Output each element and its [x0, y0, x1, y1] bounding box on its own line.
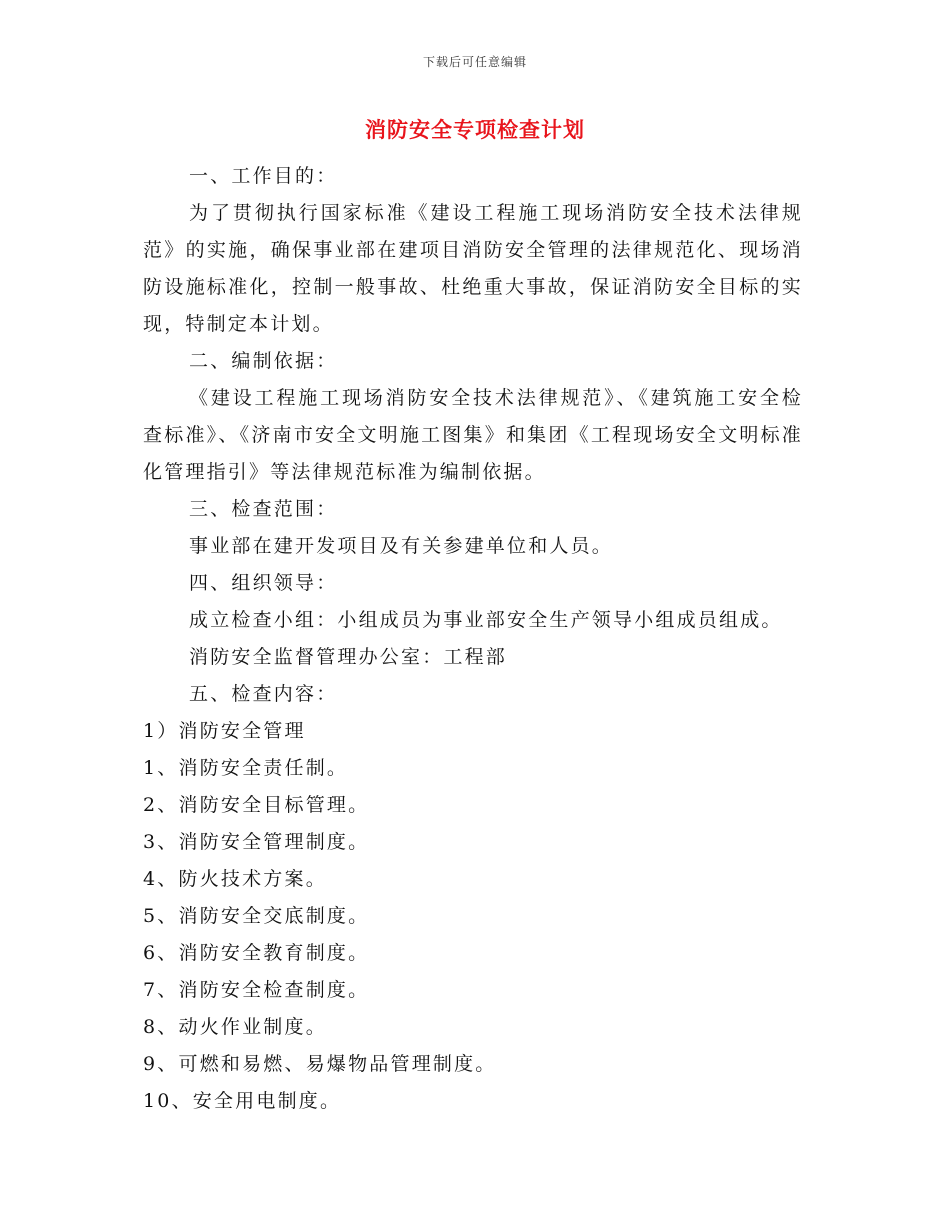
list-item: 7、消防安全检查制度。 [143, 979, 370, 1001]
list-item: 5、消防安全交底制度。 [143, 905, 370, 927]
list-item: 10、安全用电制度。 [143, 1090, 342, 1112]
list-item: 6、消防安全教育制度。 [143, 942, 370, 964]
list-item: 4、防火技术方案。 [143, 868, 327, 890]
list-item: 1）消防安全管理 [143, 720, 306, 742]
paragraph-group: 成立检查小组：小组成员为事业部安全生产领导小组成员组成。 [189, 609, 783, 631]
list-item: 9、可燃和易燃、易爆物品管理制度。 [143, 1053, 497, 1075]
list-item: 3、消防安全管理制度。 [143, 831, 370, 853]
section-heading-basis: 二、编制依据： [189, 350, 338, 372]
header-note: 下载后可任意编辑 [422, 55, 527, 69]
list-item: 2、消防安全目标管理。 [143, 794, 370, 816]
content-list [143, 713, 803, 1120]
paragraph-purpose: 为了贯彻执行国家标准《建设工程施工现场消防安全技术法律规范》的实施，确保事业部在建项目消防安全管理的法律规范化、现场消防设施标准化，控制一般事故、杜绝重大事故，保证消防安全目标的实现，特制定本计划。 [143, 202, 803, 335]
list-item: 8、动火作业制度。 [143, 1016, 327, 1038]
section-heading-scope: 三、检查范围： [189, 498, 338, 520]
paragraph-basis: 《建设工程施工现场消防安全技术法律规范》、《建筑施工安全检查标准》、《济南市安全文明施工图集》和集团《工程现场安全文明标准化管理指引》等法律规范标准为编制依据。 [143, 387, 803, 483]
paragraph-scope: 事业部在建开发项目及有关参建单位和人员。 [189, 535, 614, 557]
list-item: 1、消防安全责任制。 [143, 757, 349, 779]
document-body [143, 158, 803, 1120]
document-title: 消防安全专项检查计划 [365, 117, 585, 142]
paragraph-office: 消防安全监督管理办公室：工程部 [189, 646, 508, 668]
section-heading-purpose: 一、工作目的： [189, 165, 338, 187]
section-heading-content: 五、检查内容： [189, 683, 338, 705]
section-heading-organization: 四、组织领导： [189, 572, 338, 594]
